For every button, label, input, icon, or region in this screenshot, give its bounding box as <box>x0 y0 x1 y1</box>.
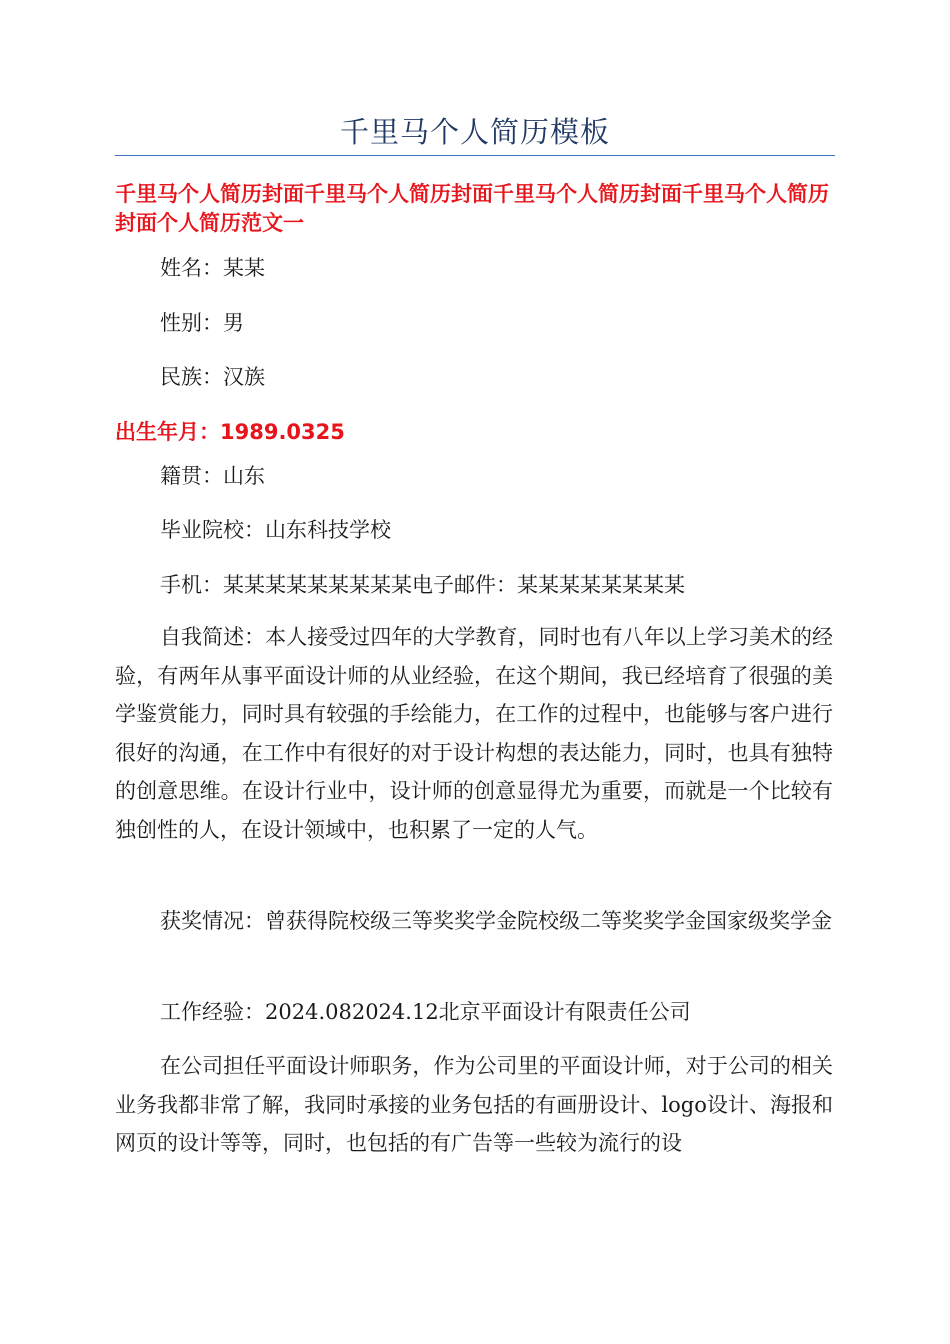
awards-paragraph: 获奖情况：曾获得院校级三等奖奖学金院校级二等奖奖学金国家级奖学金 <box>160 909 832 933</box>
document-title: 千里马个人简历模板 <box>339 115 610 149</box>
field-native-place: 籍贯：山东 <box>160 464 265 488</box>
field-school: 毕业院校：山东科技学校 <box>160 518 391 542</box>
work-experience-line: 工作经验：2024.082024.12北京平面设计有限责任公司 <box>160 1000 691 1024</box>
title-underline <box>115 155 835 156</box>
field-birth-heading: 出生年月：1989.0325 <box>115 420 345 444</box>
field-ethnicity: 民族：汉族 <box>160 365 265 389</box>
field-contact: 手机：某某某某某某某某某电子邮件：某某某某某某某某 <box>160 573 685 597</box>
field-name: 姓名：某某 <box>160 256 265 280</box>
cover-heading: 千里马个人简历封面千里马个人简历封面千里马个人简历封面千里马个人简历封面个人简历范文一 <box>115 182 829 235</box>
field-gender: 性别：男 <box>160 311 244 335</box>
work-description-paragraph: 在公司担任平面设计师职务，作为公司里的平面设计师，对于公司的相关业务我都非常了解，我同时承接的业务包括的有画册设计、logo设计、海报和网页的设计等等，同时，也包括的有广告等一些较为流行的设 <box>115 1054 833 1155</box>
self-intro-paragraph: 自我简述：本人接受过四年的大学教育，同时也有八年以上学习美术的经验，有两年从事平面设计师的从业经验，在这个期间，我已经培育了很强的美学鉴赏能力，同时具有较强的手绘能力，在工作的过程中，也能够与客户进行很好的沟通，在工作中有很好的对于设计构想的表达能力，同时，也具有独特的创意思维。在设计行业中，设计师的创意显得尤为重要，而就是一个比较有独创性的人，在设计领域中，也积累了一定的人气。 <box>115 625 833 842</box>
